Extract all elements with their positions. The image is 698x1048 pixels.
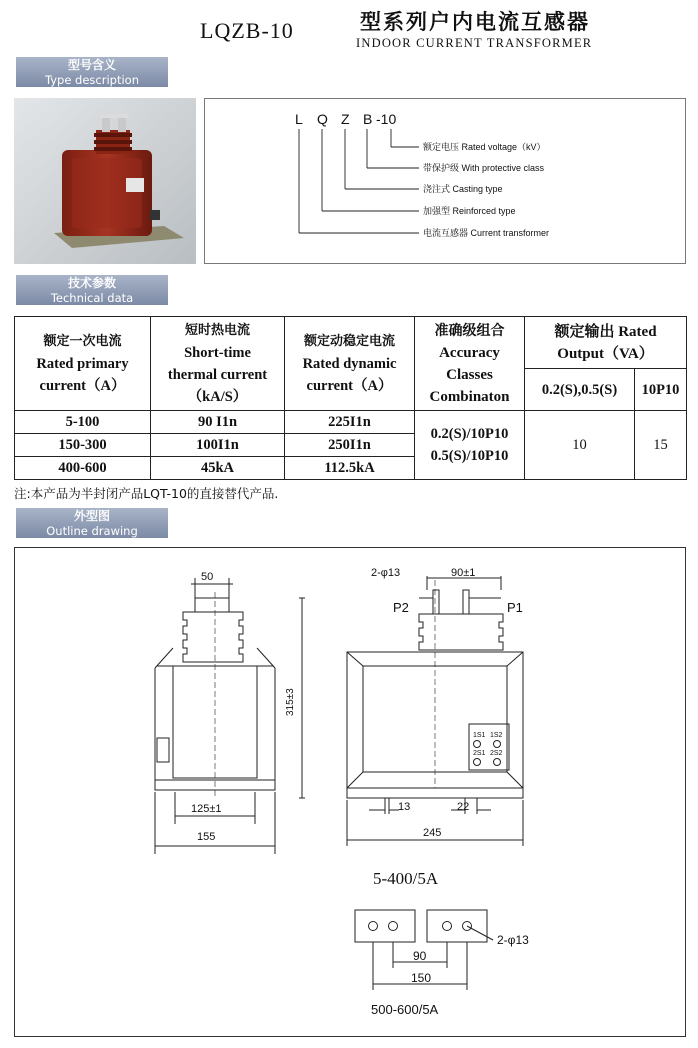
code-meaning-voltage: 额定电压 Rated voltage（kV） [423,142,546,152]
table-row [15,411,687,434]
dim-front-holes: 2-φ13 [371,567,401,579]
outline-drawing [15,548,687,1038]
banner-label-cn: 型号含义 [67,58,116,72]
banner-label-cn: 技术参数 [67,276,116,290]
dim-front-height: 315±3 [285,688,296,716]
product-photo [14,98,196,264]
cell-thermal: 100I1n [151,434,285,457]
ratio-label-2: 500-600/5A [371,1002,439,1017]
code-letter-z: Z [341,111,350,127]
code-meaning-protective: 带保护级 With protective class [423,163,545,173]
busbar-holes: 2-φ13 [497,933,529,947]
cell-dynamic: 225I1n [285,411,415,434]
dim-side-top: 50 [201,571,214,583]
banner-label-en: Type description [44,73,139,87]
header-output-protection: 10P10 [635,369,687,411]
cell-primary: 400-600 [15,457,151,480]
banner-label-en: Outline drawing [46,524,138,538]
dim-front-spacing: 90±1 [451,567,476,579]
terminal-1s1: 1S1 [473,732,486,739]
terminal-2s1: 2S1 [473,750,486,757]
dim-side-width: 155 [197,831,216,843]
cell-thermal: 90 I1n [151,411,285,434]
code-meaning-casting: 浇注式 Casting type [423,184,503,194]
header-dynamic-current: 额定动稳定电流 Rated dynamic current（A） [285,317,415,411]
cell-primary: 5-100 [15,411,151,434]
technical-data-table [14,316,687,480]
banner-label-en: Technical data [50,291,134,305]
terminal-2s2: 2S2 [490,750,503,757]
terminal-p2: P2 [393,600,409,615]
transformer-image [14,98,196,264]
code-meaning-ct: 电流互感器 Current transformer [423,228,550,238]
header-rated-output: 额定输出 Rated Output（VA） [525,317,687,369]
cell-accuracy: 0.2(S)/10P10 0.5(S)/10P10 [415,411,525,480]
type-code-diagram [205,99,687,265]
section-banner-outline-drawing [16,508,168,538]
outline-drawing-box [14,547,686,1037]
dim-13: 13 [398,801,411,813]
cell-primary: 150-300 [15,434,151,457]
type-code-box [204,98,686,264]
page-title-cn: 型系列户内电流互感器 [360,10,590,34]
code-letter-l: L [295,111,303,127]
cell-output-measuring: 10 [525,411,635,480]
header-primary-current: 额定一次电流 Rated primary current（A） [15,317,151,411]
busbar-dim-90: 90 [413,949,427,963]
header-thermal-current: 短时热电流 Short-time thermal current （kA/S） [151,317,285,411]
product-note: 注:本产品为半封闭产品LQT-10的直接替代产品. [14,486,279,501]
cell-dynamic: 112.5kA [285,457,415,480]
model-title: LQZB-10 [200,18,294,43]
cell-thermal: 45kA [151,457,285,480]
terminal-1s2: 1S2 [490,732,503,739]
busbar-dim-150: 150 [411,971,432,985]
dim-side-base: 125±1 [191,803,222,815]
code-letter-q: Q [317,111,328,127]
dim-22: 22 [457,801,470,813]
dim-front-width: 245 [423,827,442,839]
section-banner-type-description [16,57,168,87]
code-letter-10: -10 [376,111,397,127]
code-letter-b: B [363,111,373,127]
header-output-measuring: 0.2(S),0.5(S) [525,369,635,411]
cell-dynamic: 250I1n [285,434,415,457]
banner-label-cn: 外型图 [73,509,110,523]
section-banner-technical-data [16,275,168,305]
terminal-p1: P1 [507,600,523,615]
cell-output-protection: 15 [635,411,687,480]
page-title-en: INDOOR CURRENT TRANSFORMER [356,36,593,50]
code-meaning-reinforced: 加强型 Reinforced type [423,206,516,216]
header-accuracy-classes: 准确级组合 Accuracy Classes Combinaton [415,317,525,411]
ratio-label-1: 5-400/5A [373,869,439,888]
